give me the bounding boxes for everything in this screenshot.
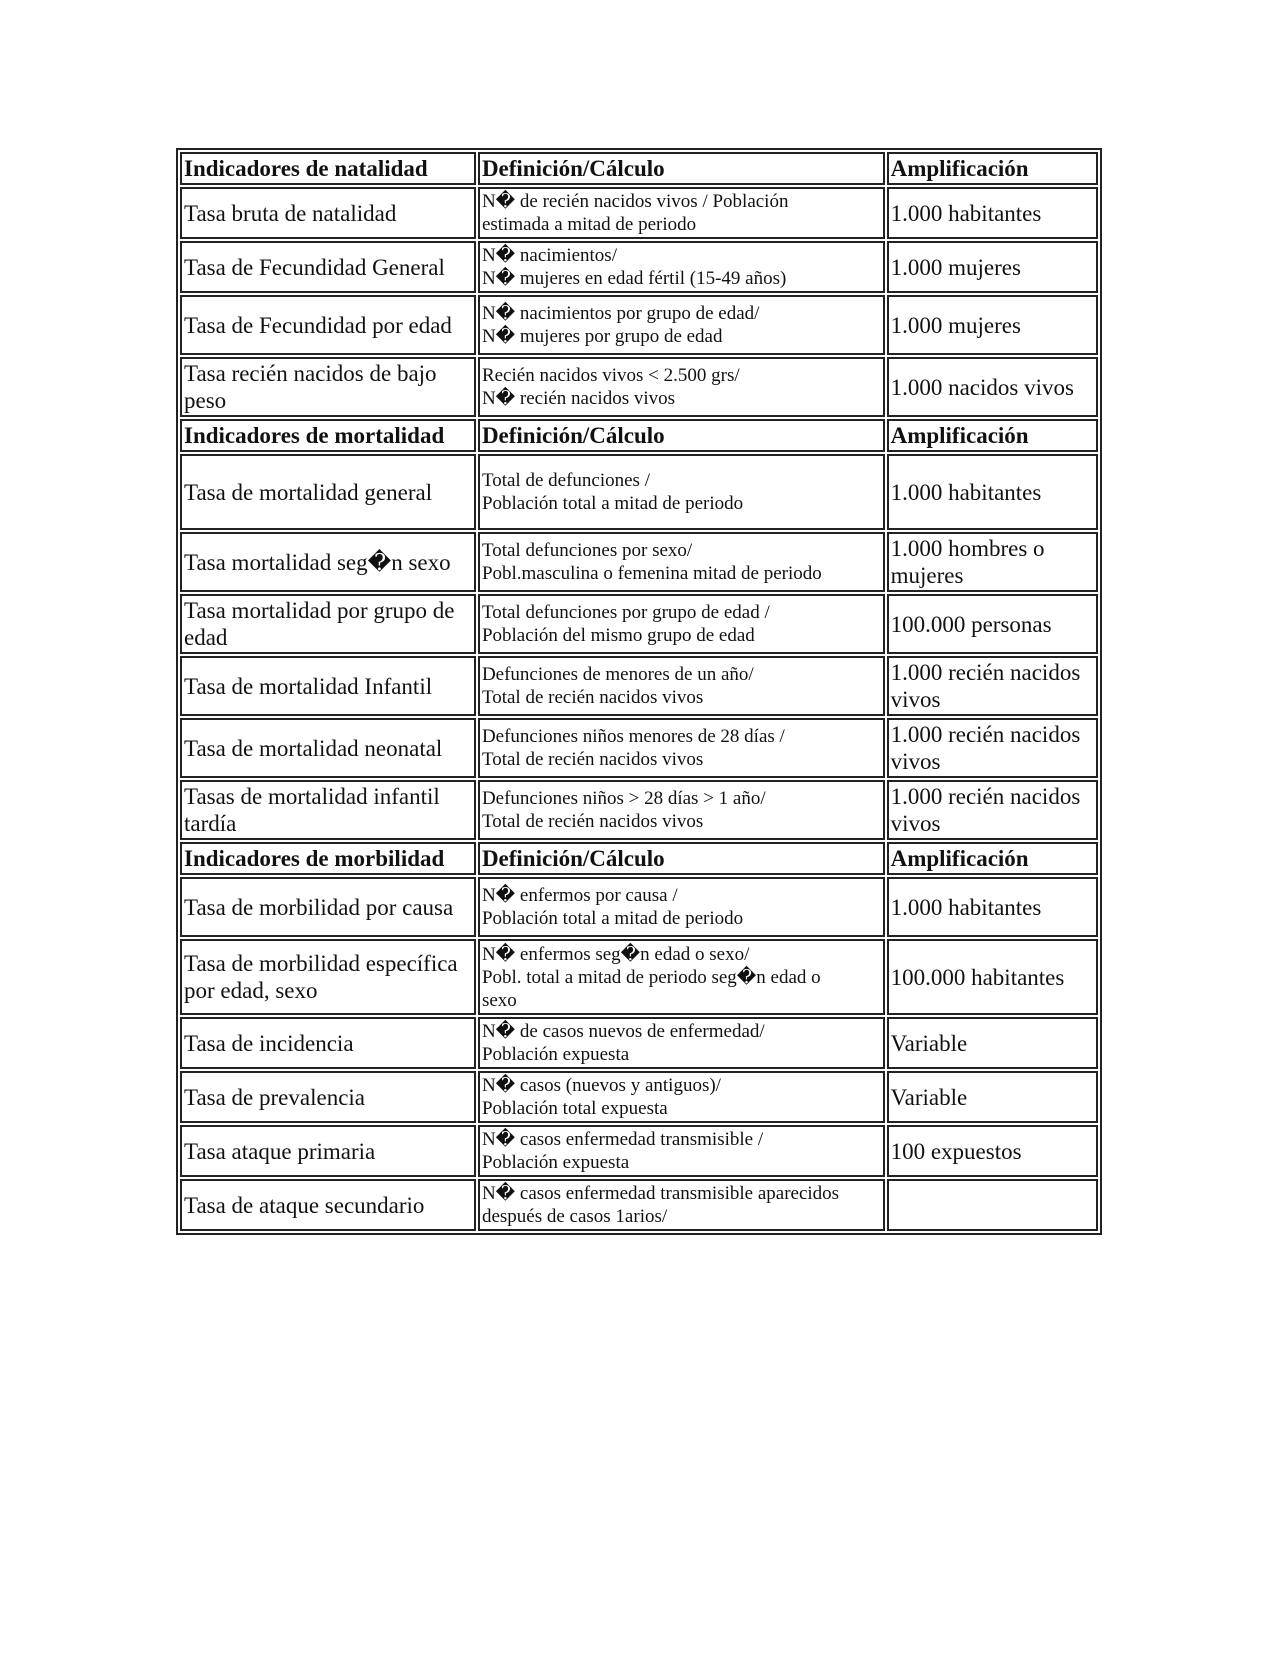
indicator-cell xyxy=(180,1071,476,1123)
definition-cell xyxy=(478,187,885,239)
definition-cell xyxy=(478,1071,885,1123)
definition-line: estimada a mitad de periodo xyxy=(481,214,697,235)
indicator-cell xyxy=(180,241,476,293)
definition-cell xyxy=(478,357,885,417)
section-header-definition: Definición/Cálculo xyxy=(478,152,885,185)
table-row xyxy=(180,1071,1098,1123)
indicator-cell xyxy=(180,1125,476,1177)
amplification-cell xyxy=(887,877,1098,937)
indicator-cell xyxy=(180,780,476,840)
definition-line: N� de recién nacidos vivos / Población xyxy=(481,191,789,212)
definition-line: N� nacimientos/ xyxy=(481,245,617,266)
definition-line: N� nacimientos por grupo de edad/ xyxy=(481,303,760,324)
definition-line: Población expuesta xyxy=(481,1152,630,1173)
definition-line: Total defunciones por sexo/ xyxy=(481,540,693,561)
table-row xyxy=(180,718,1098,778)
amplification-value: 1.000 recién nacidos vivos xyxy=(890,722,1081,774)
amplification-cell xyxy=(887,1071,1098,1123)
indicator-cell xyxy=(180,454,476,530)
indicator-cell xyxy=(180,187,476,239)
section-header-amplification: Amplificación xyxy=(887,419,1098,452)
definition-line: Población total a mitad de periodo xyxy=(481,493,744,514)
table-row xyxy=(180,187,1098,239)
definition-cell xyxy=(478,718,885,778)
definition-line: N� casos enfermedad transmisible / xyxy=(481,1129,764,1150)
table-row xyxy=(180,454,1098,530)
indicator-name: Tasa de incidencia xyxy=(184,1030,354,1056)
definition-cell xyxy=(478,295,885,355)
amplification-cell xyxy=(887,295,1098,355)
indicator-name: Tasa de ataque secundario xyxy=(184,1192,425,1218)
definition-line: Defunciones niños > 28 días > 1 año/ xyxy=(481,788,766,809)
table-row xyxy=(180,939,1098,1015)
amplification-value: Variable xyxy=(890,1084,968,1110)
table-row xyxy=(180,295,1098,355)
definition-line: Población total a mitad de periodo xyxy=(481,908,744,929)
indicator-cell xyxy=(180,532,476,592)
section-header-amplification: Amplificación xyxy=(887,842,1098,875)
amplification-cell xyxy=(887,1125,1098,1177)
section-header-amplification: Amplificación xyxy=(887,152,1098,185)
definition-cell xyxy=(478,532,885,592)
definition-cell xyxy=(478,1179,885,1231)
definition-line: Población expuesta xyxy=(481,1044,630,1065)
definition-line: N� enfermos por causa / xyxy=(481,885,678,906)
table-row xyxy=(180,594,1098,654)
amplification-value: 100.000 personas xyxy=(890,611,1052,637)
definition-line: N� mujeres por grupo de edad xyxy=(481,326,723,347)
amplification-value: 100.000 habitantes xyxy=(890,964,1065,990)
amplification-value: 1.000 hombres o mujeres xyxy=(890,536,1045,588)
indicator-cell xyxy=(180,877,476,937)
definition-line: Total de recién nacidos vivos xyxy=(481,811,704,832)
amplification-cell xyxy=(887,241,1098,293)
indicator-name: Tasa mortalidad por grupo de edad xyxy=(184,598,455,650)
section-header-row xyxy=(180,152,1098,185)
indicator-name: Tasa de mortalidad Infantil xyxy=(184,673,433,699)
indicator-cell xyxy=(180,939,476,1015)
definition-line: N� de casos nuevos de enfermedad/ xyxy=(481,1021,765,1042)
amplification-cell xyxy=(887,656,1098,716)
definition-cell xyxy=(478,877,885,937)
indicator-name: Tasa bruta de natalidad xyxy=(184,200,397,226)
indicator-name: Tasa mortalidad seg�n sexo xyxy=(184,549,451,575)
definition-cell xyxy=(478,594,885,654)
definition-line: N� recién nacidos vivos xyxy=(481,388,676,409)
definition-cell xyxy=(478,780,885,840)
definition-line: Total de recién nacidos vivos xyxy=(481,687,704,708)
definition-line: Total de recién nacidos vivos xyxy=(481,749,704,770)
indicator-name: Tasas de mortalidad infantil tardía xyxy=(184,784,440,836)
section-header-indicator: Indicadores de morbilidad xyxy=(180,842,476,875)
definition-line: Total defunciones por grupo de edad / xyxy=(481,602,770,623)
definition-line: N� enfermos seg�n edad o sexo/ xyxy=(481,943,750,965)
indicator-name: Tasa de Fecundidad General xyxy=(184,254,445,280)
amplification-value: 1.000 nacidos vivos xyxy=(890,374,1074,400)
definition-cell xyxy=(478,454,885,530)
definition-line: Defunciones de menores de un año/ xyxy=(481,664,754,685)
indicators-table xyxy=(176,148,1102,1235)
table-row xyxy=(180,1179,1098,1231)
table-row xyxy=(180,656,1098,716)
definition-cell xyxy=(478,241,885,293)
amplification-cell xyxy=(887,532,1098,592)
amplification-value: 1.000 habitantes xyxy=(890,479,1042,505)
indicator-cell xyxy=(180,1017,476,1069)
definition-line: Población del mismo grupo de edad xyxy=(481,625,755,646)
amplification-cell xyxy=(887,1179,1098,1231)
indicator-cell xyxy=(180,1179,476,1231)
amplification-cell xyxy=(887,357,1098,417)
definition-line: Pobl. total a mitad de periodo seg�n edad o xyxy=(481,966,821,988)
table-row xyxy=(180,241,1098,293)
definition-line: Defunciones niños menores de 28 días / xyxy=(481,726,785,747)
amplification-cell xyxy=(887,939,1098,1015)
indicator-name: Tasa de Fecundidad por edad xyxy=(184,312,452,338)
amplification-cell xyxy=(887,594,1098,654)
indicator-cell xyxy=(180,357,476,417)
indicator-name: Tasa ataque primaria xyxy=(184,1138,376,1164)
definition-line: sexo xyxy=(481,989,517,1011)
indicator-cell xyxy=(180,656,476,716)
definition-line: N� casos (nuevos y antiguos)/ xyxy=(481,1075,721,1096)
amplification-cell xyxy=(887,780,1098,840)
amplification-value: 1.000 mujeres xyxy=(890,312,1021,338)
section-header-indicator: Indicadores de mortalidad xyxy=(180,419,476,452)
definition-line: Recién nacidos vivos < 2.500 grs/ xyxy=(481,365,740,386)
indicator-name: Tasa de morbilidad por causa xyxy=(184,894,454,920)
definition-line: después de casos 1arios/ xyxy=(481,1206,668,1227)
amplification-cell xyxy=(887,718,1098,778)
definition-line: N� mujeres en edad fértil (15-49 años) xyxy=(481,268,787,289)
section-header-row xyxy=(180,842,1098,875)
indicator-cell xyxy=(180,295,476,355)
section-header-row xyxy=(180,419,1098,452)
amplification-cell xyxy=(887,187,1098,239)
indicators-table-body xyxy=(180,152,1098,1231)
amplification-cell xyxy=(887,454,1098,530)
amplification-value: 1.000 habitantes xyxy=(890,200,1042,226)
indicator-cell xyxy=(180,594,476,654)
indicator-name: Tasa de mortalidad general xyxy=(184,479,433,505)
definition-line: Pobl.masculina o femenina mitad de periodo xyxy=(481,563,822,584)
amplification-cell xyxy=(887,1017,1098,1069)
indicator-name: Tasa recién nacidos de bajo peso xyxy=(184,361,437,413)
indicator-name: Tasa de mortalidad neonatal xyxy=(184,735,443,761)
amplification-value: 100 expuestos xyxy=(890,1138,1022,1164)
section-header-definition: Definición/Cálculo xyxy=(478,842,885,875)
definition-cell xyxy=(478,1017,885,1069)
table-row xyxy=(180,1017,1098,1069)
table-row xyxy=(180,357,1098,417)
indicator-name: Tasa de prevalencia xyxy=(184,1084,366,1110)
amplification-value: 1.000 recién nacidos vivos xyxy=(890,660,1081,712)
table-row xyxy=(180,1125,1098,1177)
section-header-indicator: Indicadores de natalidad xyxy=(180,152,476,185)
amplification-value: Variable xyxy=(890,1030,968,1056)
table-row xyxy=(180,532,1098,592)
section-header-definition: Definición/Cálculo xyxy=(478,419,885,452)
indicator-name: Tasa de morbilidad específica por edad, sexo xyxy=(184,951,458,1003)
definition-line: N� casos enfermedad transmisible aparecidos xyxy=(481,1183,840,1204)
definition-cell xyxy=(478,1125,885,1177)
table-row xyxy=(180,780,1098,840)
table-row xyxy=(180,877,1098,937)
definition-cell xyxy=(478,656,885,716)
amplification-value: 1.000 recién nacidos vivos xyxy=(890,784,1081,836)
amplification-value: 1.000 mujeres xyxy=(890,254,1021,280)
amplification-value: 1.000 habitantes xyxy=(890,894,1042,920)
indicator-cell xyxy=(180,718,476,778)
definition-cell xyxy=(478,939,885,1015)
definition-line: Total de defunciones / xyxy=(481,470,650,491)
definition-line: Población total expuesta xyxy=(481,1098,668,1119)
